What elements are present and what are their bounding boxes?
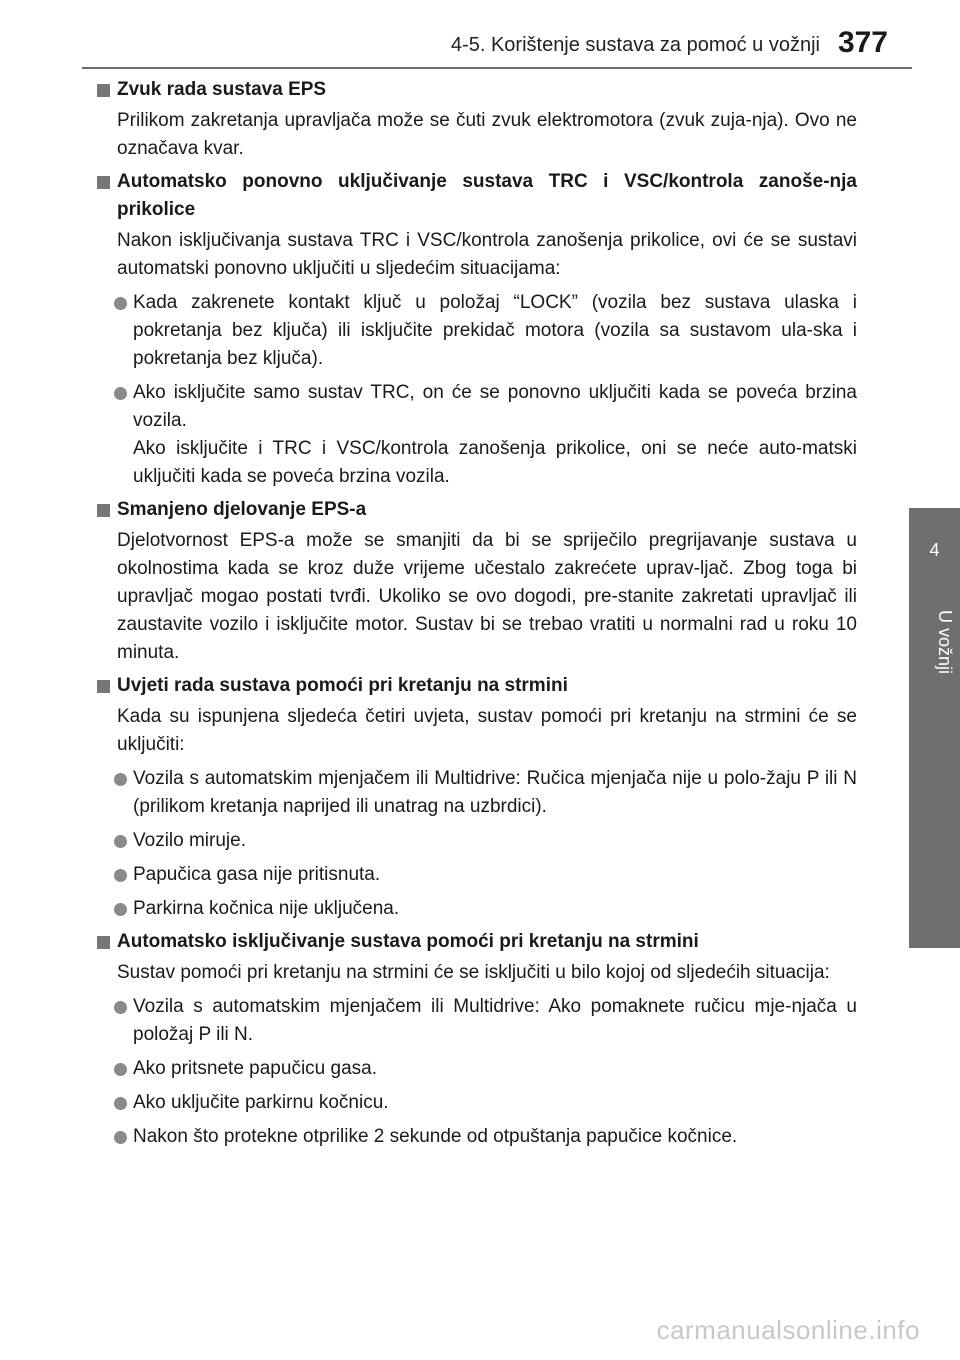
- section: [97, 928, 857, 1151]
- section-heading: [97, 672, 857, 700]
- square-bullet-icon: [97, 680, 110, 693]
- header-divider: [82, 67, 912, 69]
- section: [97, 76, 857, 163]
- list-item-text: Vozilo miruje.: [133, 830, 246, 851]
- section-heading-text: Smanjeno djelovanje EPS-a: [117, 499, 367, 520]
- chapter-label: U vožnji: [935, 610, 955, 675]
- round-bullet-icon: [114, 387, 127, 400]
- chapter-side-tab: [909, 508, 960, 948]
- list-item: [97, 1123, 857, 1151]
- list-item-text: Vozila s automatskim mjenjačem ili Multidrive: Ručica mjenjača nije u polo-žaju P ili N (prilikom kretanja naprijed ili unatrag na uzbrdici).: [133, 768, 857, 817]
- square-bullet-icon: [97, 176, 110, 189]
- section-heading: [97, 496, 857, 524]
- section-paragraph: Nakon isključivanja sustava TRC i VSC/kontrola zanošenja prikolice, ovi će se sustavi automatski ponovno uključiti u sljedećim situacijama:: [117, 230, 857, 279]
- page-number: 377: [837, 26, 888, 59]
- watermark: carmanualsonline.info: [656, 1315, 920, 1345]
- list-item: [97, 1055, 857, 1083]
- page-header: [0, 0, 960, 70]
- section-heading-text: Automatsko isključivanje sustava pomoći pri kretanju na strmini: [117, 931, 699, 952]
- square-bullet-icon: [97, 84, 110, 97]
- chapter-number: 4: [929, 540, 940, 560]
- section-paragraph: Prilikom zakretanja upravljača može se čuti zvuk elektromotora (zvuk zuja-nja). Ovo ne označava kvar.: [117, 110, 857, 159]
- list-item-text: Ako pritsnete papučicu gasa.: [133, 1058, 377, 1079]
- section-heading: [97, 928, 857, 956]
- list-item-text: Papučica gasa nije pritisnuta.: [133, 864, 381, 885]
- bullet-list: [97, 993, 857, 1151]
- square-bullet-icon: [97, 936, 110, 949]
- list-item-text: Kada zakrenete kontakt ključ u položaj “LOCK” (vozila bez sustava ulaska i pokretanja bez ključa) ili isključite prekidač motora (vozila sa sustavom ula-ska i pokretanja bez ključa).: [133, 292, 857, 369]
- section: [97, 496, 857, 667]
- section: [97, 168, 857, 491]
- section: [97, 672, 857, 923]
- list-item-text: Ako uključite parkirnu kočnicu.: [133, 1092, 389, 1113]
- section-paragraph: Djelotvornost EPS-a može se smanjiti da bi se spriječilo pregrijavanje sustava u okolnostima kada se kroz duže vrijeme učestalo zakrećete uprav-ljač. Zbog toga bi upravljač mogao postati tvrđi. Ukoliko se ovo dogodi, pre-stanite zakretati upravljač ili zaustavite vozilo i isključite motor. Sustav bi se trebao vratiti u normalni rad u roku 10 minuta.: [117, 530, 857, 663]
- round-bullet-icon: [114, 1131, 127, 1144]
- round-bullet-icon: [114, 773, 127, 786]
- bullet-list: [97, 765, 857, 923]
- list-item: [97, 861, 857, 889]
- section-paragraph: Kada su ispunjena sljedeća četiri uvjeta, sustav pomoći pri kretanju na strmini će se uključiti:: [117, 706, 857, 755]
- round-bullet-icon: [114, 1001, 127, 1014]
- chapter-title: 4-5. Korištenje sustava za pomoć u vožnji: [450, 34, 820, 56]
- square-bullet-icon: [97, 504, 110, 517]
- list-item-text: Vozila s automatskim mjenjačem ili Multidrive: Ako pomaknete ručicu mje-njača u položaj P ili N.: [133, 996, 857, 1045]
- list-item-text: Ako isključite i TRC i VSC/kontrola zanošenja prikolice, oni se neće auto-matski uključiti kada se poveća brzina vozila.: [133, 438, 857, 487]
- section-heading: [97, 76, 857, 104]
- round-bullet-icon: [114, 1097, 127, 1110]
- section-heading-text: Automatsko ponovno uključivanje sustava TRC i VSC/kontrola zanoše-nja prikolice: [117, 171, 857, 220]
- round-bullet-icon: [114, 835, 127, 848]
- list-item-text: Ako isključite samo sustav TRC, on će se ponovno uključiti kada se poveća brzina vozila.: [133, 382, 857, 431]
- list-item: [97, 993, 857, 1049]
- list-item: [97, 1089, 857, 1117]
- bullet-list: [97, 289, 857, 491]
- section-heading-text: Uvjeti rada sustava pomoći pri kretanju na strmini: [117, 675, 568, 696]
- list-item-text: Parkirna kočnica nije uključena.: [133, 898, 400, 919]
- list-item: [97, 289, 857, 373]
- page-content: [97, 76, 857, 1156]
- list-item: [97, 379, 857, 491]
- list-item: [97, 765, 857, 821]
- list-item: [97, 827, 857, 855]
- section-heading-text: Zvuk rada sustava EPS: [117, 79, 327, 100]
- section-heading: [97, 168, 857, 224]
- section-paragraph: Sustav pomoći pri kretanju na strmini će se isključiti u bilo kojoj od sljedećih situacija:: [117, 962, 830, 983]
- list-item: [97, 895, 857, 923]
- round-bullet-icon: [114, 903, 127, 916]
- round-bullet-icon: [114, 1063, 127, 1076]
- round-bullet-icon: [114, 869, 127, 882]
- round-bullet-icon: [114, 297, 127, 310]
- list-item-text: Nakon što protekne otprilike 2 sekunde od otpuštanja papučice kočnice.: [133, 1126, 738, 1147]
